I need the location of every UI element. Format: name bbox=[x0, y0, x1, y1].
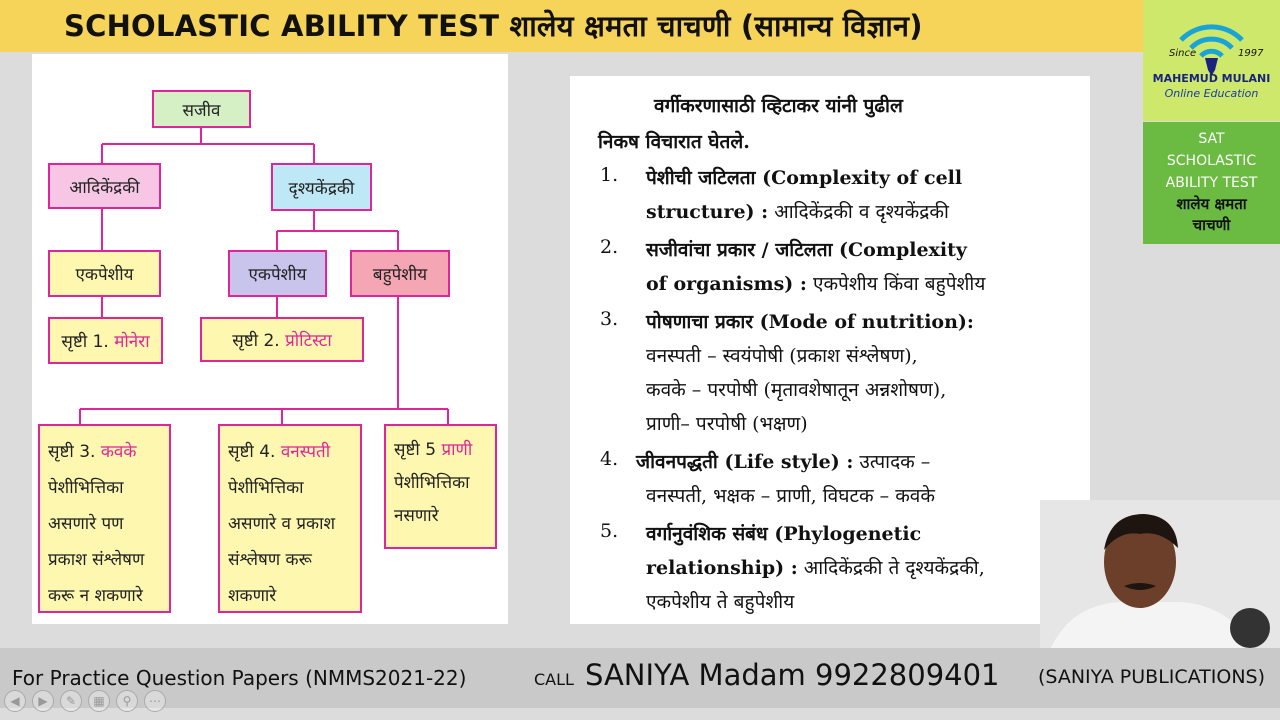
criteria-2-line-2: of organisms) : एकपेशीय किंवा बहुपेशीय bbox=[646, 273, 986, 295]
kingdom-5-prefix: सृष्टी 5 bbox=[394, 440, 437, 460]
header-bar bbox=[0, 0, 1143, 52]
kingdom-1-name: मोनेरा bbox=[114, 332, 150, 352]
logo-year: 1997 bbox=[1238, 48, 1264, 59]
kingdom-3-prefix: सृष्टी 3. bbox=[48, 442, 96, 462]
node-eukaryote-unicellular-label: एकपेशीय bbox=[248, 265, 307, 285]
zoom-icon[interactable]: ⚲ bbox=[116, 690, 138, 712]
criteria-1-number: 1. bbox=[600, 164, 619, 186]
criteria-5-line-3: एकपेशीय ते बहुपेशीय bbox=[646, 591, 795, 613]
kingdom-4-prefix: सृष्टी 4. bbox=[228, 442, 276, 462]
logo-name: MAHEMUD MULANI bbox=[1152, 72, 1271, 85]
footer-practice-text: For Practice Question Papers (NMMS2021-22) bbox=[12, 666, 467, 690]
kingdom-1-prefix: सृष्टी 1. bbox=[61, 332, 109, 352]
node-prokaryote bbox=[48, 163, 161, 209]
node-kingdom-protista bbox=[200, 317, 364, 362]
kingdom-3-name: कवके bbox=[100, 442, 137, 462]
criteria-5-line-1: वर्गानुवंशिक संबंध (Phylogenetic bbox=[646, 523, 922, 545]
channel-logo bbox=[1143, 0, 1280, 121]
footer-bar bbox=[0, 648, 1280, 708]
page-title: SCHOLASTIC ABILITY TEST शालेय क्षमता चाचणी (सामान्य विज्ञान) bbox=[64, 9, 923, 43]
badge-line-4: शालेय क्षमता bbox=[1176, 195, 1247, 213]
node-prokaryote-unicellular bbox=[48, 250, 161, 297]
criteria-3-line-1: पोषणाचा प्रकार (Mode of nutrition): bbox=[646, 311, 974, 333]
previous-slide-icon[interactable]: ◀ bbox=[4, 690, 26, 712]
footer-call-text: CALL bbox=[534, 670, 574, 689]
more-options-icon[interactable]: ⋯ bbox=[144, 690, 166, 712]
pen-icon[interactable]: ✎ bbox=[60, 690, 82, 712]
criteria-5-number: 5. bbox=[600, 520, 619, 542]
node-eukaryote-unicellular bbox=[228, 250, 327, 297]
node-living-organisms-label: सजीव bbox=[182, 100, 221, 121]
classification-criteria bbox=[570, 76, 1090, 624]
presenter-video bbox=[1040, 500, 1280, 650]
node-living-organisms bbox=[152, 90, 251, 128]
criteria-3-line-2: वनस्पती – स्वयंपोषी (प्रकाश संश्लेषण), bbox=[646, 345, 918, 367]
kingdom-2-prefix: सृष्टी 2. bbox=[232, 331, 280, 351]
criteria-intro-line-2: निकष विचारात घेतले. bbox=[598, 131, 750, 153]
node-kingdom-fungi bbox=[38, 424, 171, 613]
kingdom-4-line-1: पेशीभित्तिका bbox=[228, 478, 304, 498]
kingdom-4-line-3: संश्लेषण करू bbox=[228, 550, 312, 570]
sat-badge bbox=[1143, 122, 1280, 244]
node-kingdom-plantae bbox=[218, 424, 362, 613]
criteria-intro-line-1: वर्गीकरणासाठी व्हिटाकर यांनी पुढील bbox=[654, 95, 903, 117]
badge-line-2: SCHOLASTIC bbox=[1166, 153, 1257, 169]
badge-line-3: ABILITY TEST bbox=[1165, 175, 1258, 191]
classification-diagram bbox=[32, 54, 508, 624]
node-prokaryote-unicellular-label: एकपेशीय bbox=[75, 265, 134, 285]
kingdom-5-name: प्राणी bbox=[441, 440, 473, 460]
kingdom-5-line-1: पेशीभित्तिका bbox=[394, 473, 470, 493]
criteria-5-line-2: relationship) : आदिकेंद्रकी ते दृश्यकेंद्रकी, bbox=[646, 557, 985, 579]
kingdom-4-line-4: शकणारे bbox=[228, 586, 277, 606]
kingdom-2-name: प्रोटिस्टा bbox=[285, 331, 332, 351]
node-kingdom-monera bbox=[48, 317, 163, 364]
badge-line-1: SAT bbox=[1198, 131, 1225, 147]
node-eukaryote-multicellular-label: बहुपेशीय bbox=[372, 265, 428, 285]
kingdom-3-line-1: पेशीभित्तिका bbox=[48, 478, 124, 498]
kingdom-3-line-4: करू न शकणारे bbox=[48, 586, 143, 606]
kingdom-5-line-2: नसणारे bbox=[394, 506, 439, 526]
criteria-3-line-3: कवके – परपोषी (मृतावशेषातून अन्नशोषण), bbox=[646, 379, 947, 401]
kingdom-4-line-2: असणारे व प्रकाश bbox=[228, 514, 336, 534]
badge-line-5: चाचणी bbox=[1192, 216, 1231, 234]
kingdom-3-line-2: असणारे पण bbox=[48, 514, 124, 534]
footer-publisher: (SANIYA PUBLICATIONS) bbox=[1038, 666, 1266, 688]
node-prokaryote-label: आदिकेंद्रकी bbox=[69, 177, 140, 198]
node-kingdom-animalia bbox=[384, 424, 497, 549]
kingdom-4-name: वनस्पती bbox=[280, 442, 331, 462]
node-eukaryote-label: दृश्यकेंद्रकी bbox=[288, 178, 355, 199]
criteria-2-line-1: सजीवांचा प्रकार / जटिलता (Complexity bbox=[646, 239, 967, 261]
node-eukaryote bbox=[271, 163, 372, 211]
kingdom-3-line-3: प्रकाश संश्लेषण bbox=[48, 550, 145, 570]
criteria-4-line-2: वनस्पती, भक्षक – प्राणी, विघटक – कवके bbox=[646, 485, 935, 507]
criteria-4-number: 4. bbox=[600, 448, 619, 470]
footer-contact: SANIYA Madam 9922809401 bbox=[585, 658, 1000, 692]
next-slide-icon[interactable]: ▶ bbox=[32, 690, 54, 712]
criteria-1-line-2: structure) : आदिकेंद्रकी व दृश्यकेंद्रकी bbox=[646, 201, 949, 223]
criteria-2-number: 2. bbox=[600, 236, 619, 258]
logo-since: Since bbox=[1169, 48, 1197, 59]
logo-subtitle: Online Education bbox=[1164, 87, 1259, 100]
grid-view-icon[interactable]: ▦ bbox=[88, 690, 110, 712]
criteria-1-line-1: पेशीची जटिलता (Complexity of cell bbox=[646, 167, 963, 189]
node-eukaryote-multicellular bbox=[350, 250, 450, 297]
criteria-3-number: 3. bbox=[600, 308, 619, 330]
criteria-3-line-4: प्राणी– परपोषी (भक्षण) bbox=[646, 413, 808, 435]
wifi-pen-icon bbox=[1143, 0, 1280, 121]
criteria-4-line-1: जीवनपद्धती (Life style) : उत्पादक – bbox=[636, 451, 931, 473]
